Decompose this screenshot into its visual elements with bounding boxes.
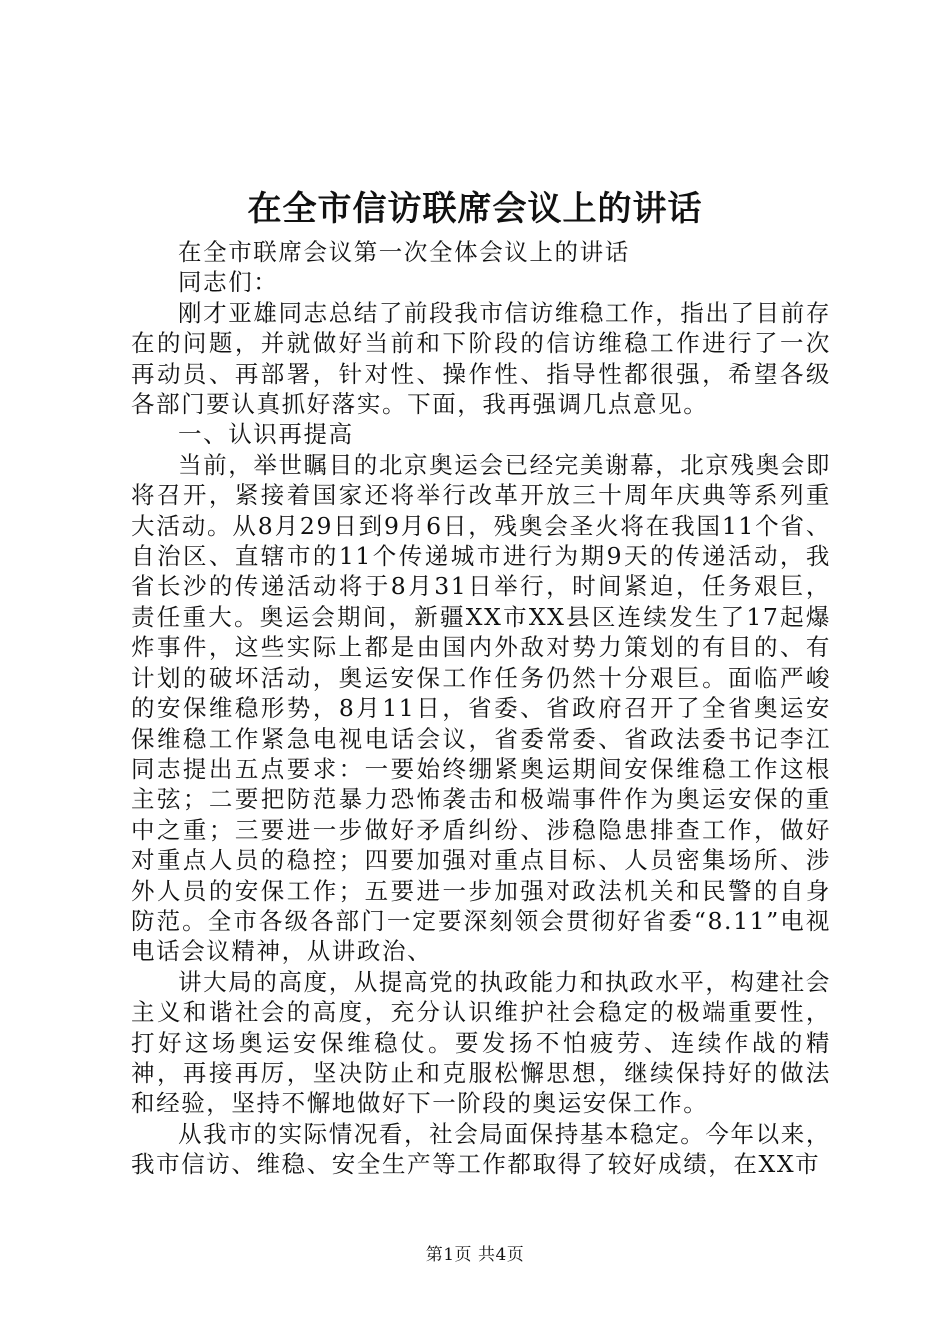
salutation-paragraph: 同志们： bbox=[178, 268, 279, 297]
body-paragraph: 从我市的实际情况看，社会局面保持基本稳定。今年以来，我市信访、维稳、安全生产等工作都取得了较好成绩，在XX市 bbox=[131, 1119, 831, 1179]
page-number: 第1页 共4页 bbox=[425, 1245, 525, 1265]
body-paragraph: 刚才亚雄同志总结了前段我市信访维稳工作，指出了目前存在的问题，并就做好当前和下阶段的信访维稳工作进行了一次再动员、再部署，针对性、操作性、指导性都很强，希望各级各部门要认真抓好落实。下面，我再强调几点意见。 bbox=[131, 298, 831, 419]
body-paragraph: 讲大局的高度，从提高党的执政能力和执政水平，构建社会主义和谐社会的高度，充分认识维护社会稳定的极端重要性，打好这场奥运安保维稳仗。要发扬不怕疲劳、连续作战的精神，再接再厉，坚决防止和克服松懈思想，继续保持好的做法和经验，坚持不懈地做好下一阶段的奥运安保工作。 bbox=[131, 967, 831, 1118]
document-title: 在全市信访联席会议上的讲话 bbox=[247, 189, 703, 229]
section-heading: 一、认识再提高 bbox=[178, 420, 354, 449]
body-paragraph: 当前，举世瞩目的北京奥运会已经完美谢幕，北京残奥会即将召开，紧接着国家还将举行改革开放三十周年庆典等系列重大活动。从8月29日到9月6日，残奥会圣火将在我国11个省、自治区、直辖市的11个传递城市进行为期9天的传递活动，我省长沙的传递活动将于8月31日举行，时间紧迫，任务艰巨，责任重大。奥运会期间，新疆XX市XX县区连续发生了17起爆炸事件，这些实际上都是由国内外敌对势力策划的有目的、有计划的破坏活动，奥运安保工作任务仍然十分艰巨。面临严峻的安保维稳形势，8月11日，省委、省政府召开了全省奥运安保维稳工作紧急电视电话会议，省委常委、省政法委书记李江同志提出五点要求：一要始终绷紧奥运期间安保维稳工作这根主弦；二要把防范暴力恐怖袭击和极端事件作为奥运安保的重中之重；三要进一步做好矛盾纠纷、涉稳隐患排查工作，做好对重点人员的稳控；四要加强对重点目标、人员密集场所、涉外人员的安保工作；五要进一步加强对政法机关和民警的自身防范。全市各级各部门一定要深刻领会贯彻好省委“8.11”电视电话会议精神，从讲政治、 bbox=[131, 450, 831, 966]
subtitle-paragraph: 在全市联席会议第一次全体会议上的讲话 bbox=[178, 238, 630, 266]
document-body bbox=[131, 237, 831, 1180]
